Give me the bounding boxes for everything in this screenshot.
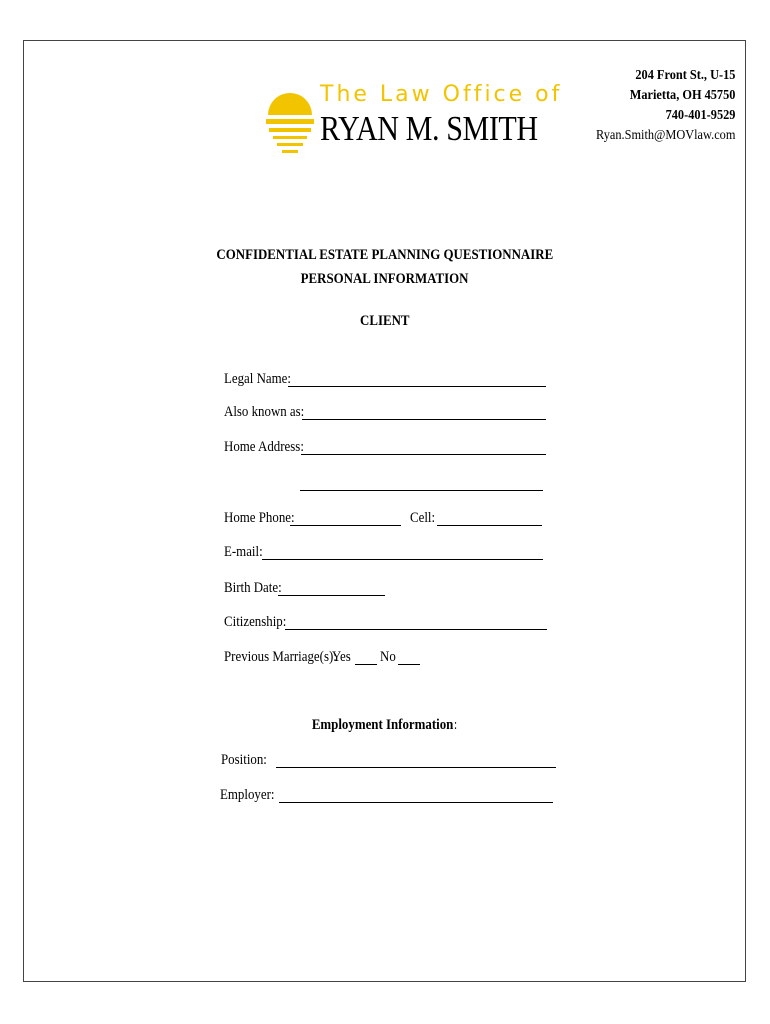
home-address-field-2[interactable]	[300, 490, 543, 491]
document-page	[23, 40, 746, 982]
previous-marriage-label: Previous Marriage(s):	[224, 649, 337, 665]
contact-email: Ryan.Smith@MOVlaw.com	[595, 128, 735, 143]
home-phone-label: Home Phone:	[224, 510, 295, 526]
contact-city: Marietta, OH 45750	[629, 88, 735, 103]
employer-label: Employer:	[220, 787, 275, 803]
employer-field[interactable]	[279, 802, 553, 803]
marriage-yes-field[interactable]	[355, 664, 377, 665]
sunset-icon	[264, 79, 316, 161]
sub-title: PERSONAL INFORMATION	[300, 271, 469, 287]
marriage-no-label: No	[380, 649, 396, 665]
home-address-label: Home Address:	[224, 439, 304, 455]
contact-street: 204 Front St., U-15	[634, 68, 735, 83]
birth-date-field[interactable]	[278, 595, 385, 596]
legal-name-label: Legal Name:	[224, 371, 291, 387]
marriage-no-field[interactable]	[398, 664, 420, 665]
citizenship-label: Citizenship:	[224, 614, 287, 630]
birth-date-label: Birth Date:	[224, 580, 282, 596]
legal-name-field[interactable]	[288, 386, 546, 387]
position-field[interactable]	[276, 767, 556, 768]
position-label: Position:	[221, 752, 267, 768]
email-field[interactable]	[262, 559, 543, 560]
home-phone-field[interactable]	[290, 525, 401, 526]
email-label: E-mail:	[224, 544, 263, 560]
cell-label: Cell:	[410, 510, 436, 526]
contact-block	[577, 66, 735, 146]
contact-phone: 740-401-9529	[665, 108, 735, 123]
employment-heading: Employment Information:	[311, 717, 457, 733]
main-title: CONFIDENTIAL ESTATE PLANNING QUESTIONNAIRE	[216, 247, 553, 263]
logo-line-2: RYAN M. SMITH	[320, 109, 538, 148]
cell-field[interactable]	[437, 525, 542, 526]
citizenship-field[interactable]	[285, 629, 547, 630]
aka-label: Also known as:	[224, 404, 305, 420]
logo-line-1: The Law Office of	[320, 82, 563, 107]
aka-field[interactable]	[302, 419, 546, 420]
client-heading: CLIENT	[359, 313, 410, 329]
marriage-yes-label: Yes	[332, 649, 351, 665]
home-address-field[interactable]	[301, 454, 546, 455]
law-office-logo	[264, 79, 564, 159]
